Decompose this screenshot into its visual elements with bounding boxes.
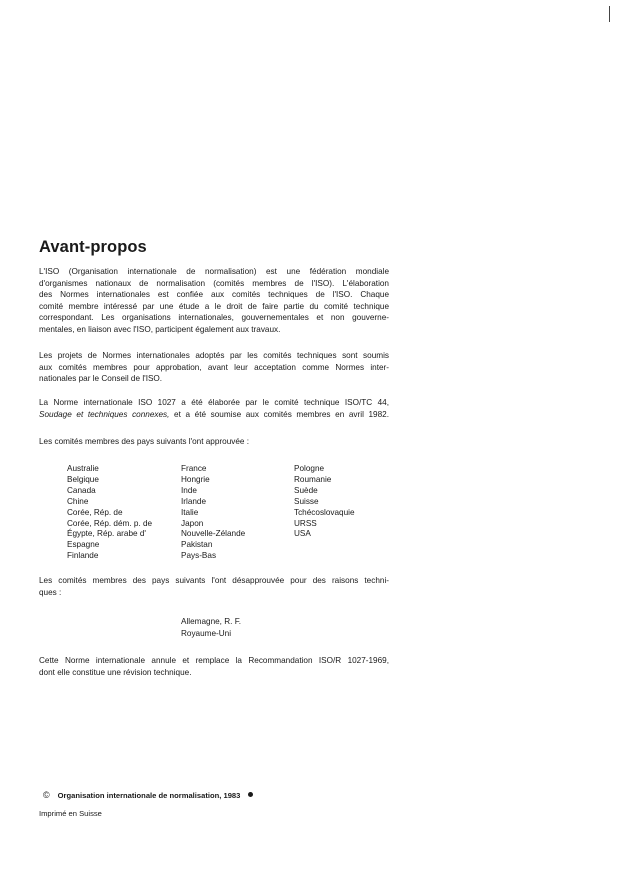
copyright-icon: © [43,790,50,800]
approved-countries-col-2 [181,464,245,562]
country-item: France [181,464,207,473]
text-line: mentales, en liaison avec l'ISO, participent également aux travaux. [39,324,281,334]
page-title: Avant-propos [39,238,147,256]
country-item: USA [294,529,311,539]
copyright-text: Organisation internationale de normalisation, 1983 [57,791,241,800]
text-line [39,409,389,421]
country-item: Pologne [294,464,325,473]
intro-paragraph [39,266,389,336]
country-item: Finlande [67,551,99,561]
country-item: Nouvelle-Zélande [181,529,246,539]
country-item: Australie [67,464,99,473]
text-line: correspondant. Les organisations internationales, gouvernementales et non gouverne- [39,313,389,323]
text-line: Cette Norme internationale annule et remplace la Recommandation ISO/R 1027-1969, [39,656,389,665]
approved-countries-col-3 [294,464,355,540]
disapproved-intro [39,575,389,598]
page-edge-mark [609,6,610,22]
replacement-paragraph [39,655,389,678]
country-item: Espagne [67,540,100,550]
copyright-notice [43,790,253,800]
country-item: URSS [294,518,317,528]
text-line: d'organismes nationaux de normalisation (comités membres de l'ISO). L'élaboration [39,278,389,288]
country-item: Corée, Rép. dém. p. de [67,518,153,528]
text-line: comité membre intéressé par une étude a le droit de faire partie du comité technique [39,301,389,311]
drafts-paragraph [39,350,389,385]
country-item: Pays-Bas [181,551,217,561]
country-item: Inde [181,485,197,495]
country-item: Belgique [67,474,99,484]
bullet-dot-icon [248,792,253,797]
country-item: Roumanie [294,474,332,484]
country-item: Irlande [181,496,207,506]
disapproved-countries [181,616,241,639]
text-line: dont elle constitue une révision technique. [39,667,192,677]
country-item: Japon [181,518,204,528]
standard-paragraph [39,397,389,420]
committee-title: Soudage et techniques connexes, [39,409,170,419]
text-line: Les projets de Normes internationales adoptés par les comités techniques sont soumis [39,351,389,360]
country-item: Égypte, Rép. arabe d' [67,529,146,539]
country-item: Italie [181,507,199,517]
country-item: Suède [294,485,318,495]
text-line: des Normes internationales est confiée aux comités techniques de l'ISO. Chaque [39,290,389,300]
text-line: ques : [39,587,62,597]
text-fragment: et a été soumise aux comités membres en avril 1982. [169,409,389,419]
country-item: Chine [67,496,89,506]
country-item: Tchécoslovaquie [294,507,355,517]
country-item: Canada [67,485,96,495]
country-item: Pakistan [181,540,213,550]
text-line: L'ISO (Organisation internationale de normalisation) est une fédération mondiale [39,267,389,276]
country-item: Corée, Rép. de [67,507,123,517]
country-item: Royaume-Uni [181,628,232,638]
text-line: Les comités membres des pays suivants l'ont désapprouvée pour des raisons techni- [39,576,389,585]
approved-intro: Les comités membres des pays suivants l'ont approuvée : [39,437,249,446]
text-line: La Norme internationale ISO 1027 a été élaborée par le comité technique ISO/TC 44, [39,398,389,407]
approved-countries-col-1 [67,464,152,562]
country-item: Allemagne, R. F. [181,617,242,626]
text-line: aux comités membres pour approbation, avant leur acceptation comme Normes inter- [39,362,389,372]
country-item: Hongrie [181,474,210,484]
imprint-text: Imprimé en Suisse [39,809,102,818]
country-item: Suisse [294,496,319,506]
text-line: nationales par le Conseil de l'ISO. [39,374,163,384]
